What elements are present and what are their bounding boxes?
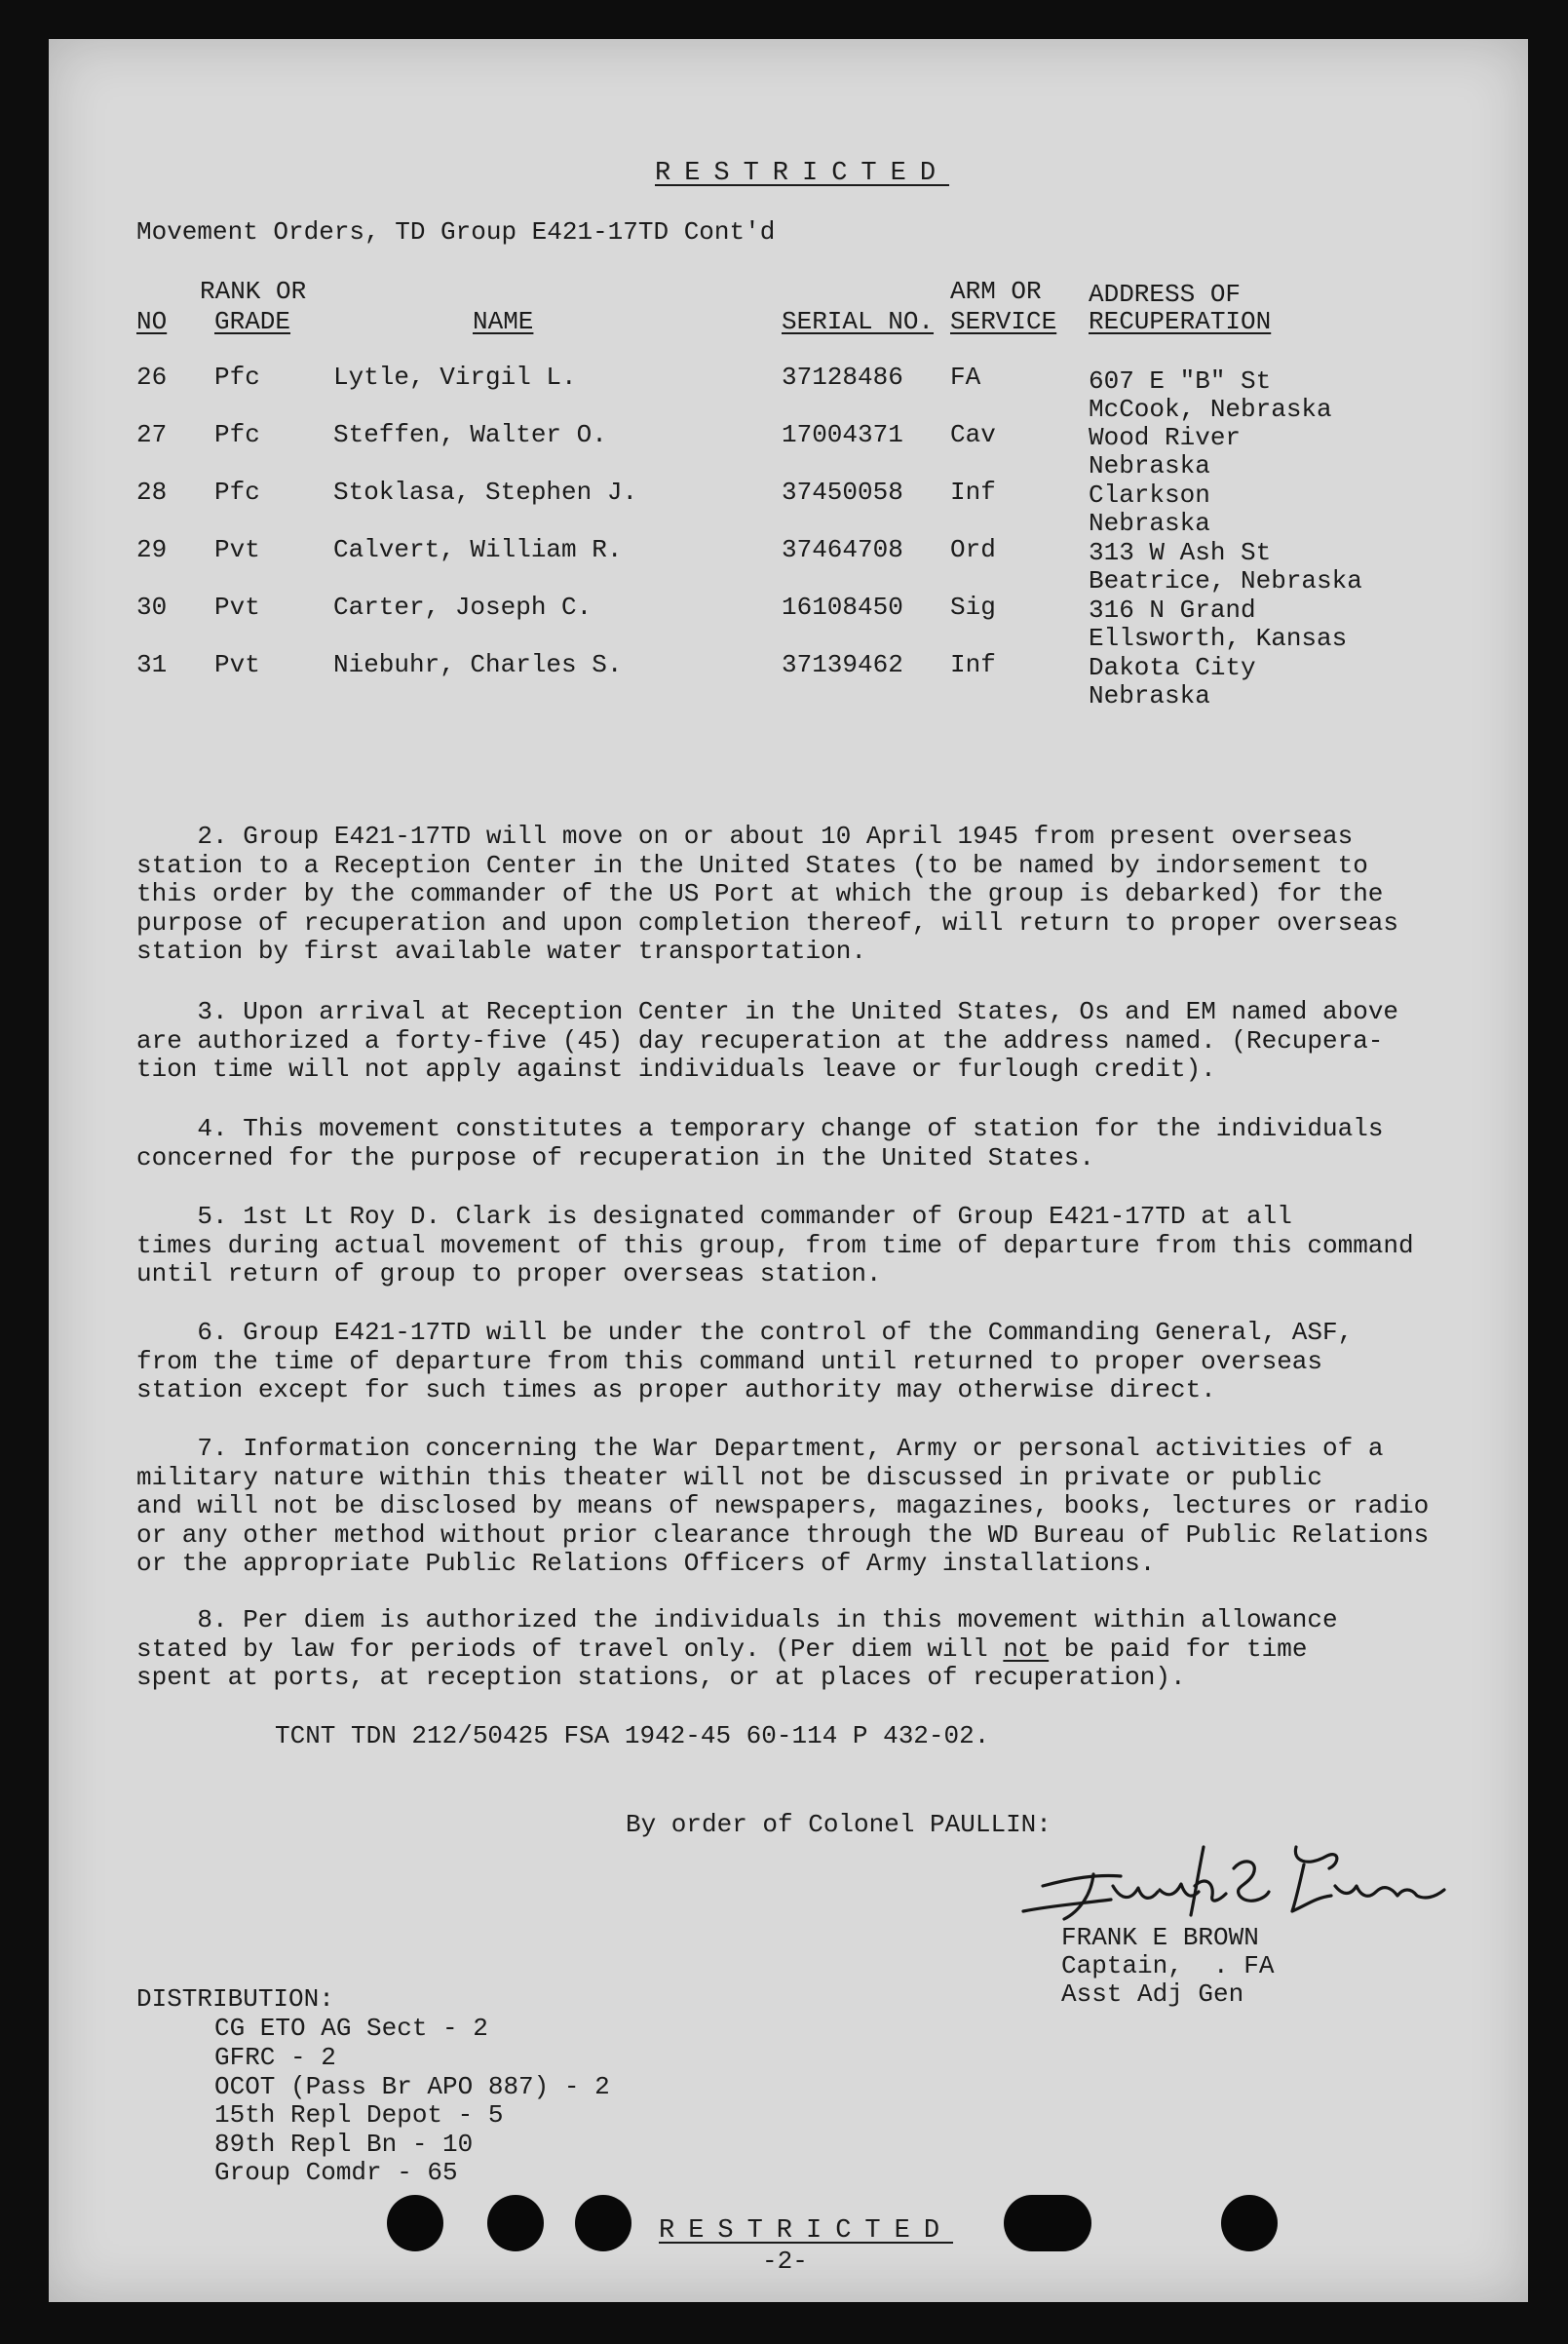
row-arm: Cav <box>950 420 996 449</box>
page-number: -2- <box>762 2247 808 2276</box>
signer-rank: Captain, . FA <box>1061 1951 1275 1980</box>
row-address-line2: Beatrice, Nebraska <box>1089 566 1362 596</box>
row-serial: 37464708 <box>782 535 903 564</box>
row-name: Niebuhr, Charles S. <box>333 650 623 679</box>
row-address-line2: McCook, Nebraska <box>1089 395 1332 424</box>
row-serial: 37450058 <box>782 478 903 507</box>
signer-title: Asst Adj Gen <box>1061 1979 1244 2009</box>
paragraph-3: 3. Upon arrival at Reception Center in the United States, Os and EM named above are authorized a forty-five (45) day recuperation at the address named. (Recupera- tion time will not apply against individuals leave or furlough credit). <box>136 997 1399 1084</box>
distribution-item: OCOT (Pass Br APO 887) - 2 <box>214 2072 610 2101</box>
row-address-line2: Nebraska <box>1089 681 1210 711</box>
row-serial: 17004371 <box>782 420 903 449</box>
distribution-item: 15th Repl Depot - 5 <box>214 2100 504 2130</box>
paragraph-5: 5. 1st Lt Roy D. Clark is designated commander of Group E421-17TD at all times during actual movement of this group, from time of departure from this command until return of group to proper overseas station. <box>136 1202 1414 1288</box>
distribution-item: 89th Repl Bn - 10 <box>214 2130 474 2159</box>
paragraph-4: 4. This movement constitutes a temporary change of station for the individuals concerned for the purpose of recuperation in the United States. <box>136 1114 1384 1172</box>
punch-hole <box>487 2195 544 2251</box>
row-no: 28 <box>136 478 168 507</box>
row-no: 27 <box>136 420 168 449</box>
row-address-line1: Wood River <box>1089 423 1242 452</box>
row-serial: 37128486 <box>782 363 903 392</box>
distribution-item: Group Comdr - 65 <box>214 2158 458 2187</box>
row-rank: Pfc <box>214 363 260 392</box>
punch-hole <box>1004 2195 1091 2251</box>
row-address-line1: 316 N Grand <box>1089 596 1256 625</box>
row-name: Steffen, Walter O. <box>333 420 607 449</box>
row-no: 29 <box>136 535 168 564</box>
row-arm: Ord <box>950 535 996 564</box>
row-rank: Pfc <box>214 420 260 449</box>
row-name: Stoklasa, Stephen J. <box>333 478 638 507</box>
row-serial: 37139462 <box>782 650 903 679</box>
row-rank: Pvt <box>214 535 260 564</box>
row-rank: Pfc <box>214 478 260 507</box>
paragraph-2: 2. Group E421-17TD will move on or about 10 April 1945 from present overseas station to a Reception Center in the United States (to be named by indorsement to this order by the commander of the US Port at which the group is debarked) for the purpose of recuperation and upon completion thereof, will return to proper overseas station by first available water transportation. <box>136 822 1399 966</box>
classification-header: RESTRICTED <box>655 159 950 188</box>
header-arm-line1: ARM OR <box>950 277 1042 306</box>
row-name: Carter, Joseph C. <box>333 593 593 622</box>
paragraph-8 <box>136 1606 1442 1693</box>
row-name: Calvert, William R. <box>333 535 623 564</box>
row-arm: Inf <box>950 478 996 507</box>
paragraph-8-emphasis: not <box>1003 1633 1050 1664</box>
row-no: 30 <box>136 593 168 622</box>
row-address-line1: 607 E "B" St <box>1089 366 1272 396</box>
fund-citation: TCNT TDN 212/50425 FSA 1942-45 60-114 P 432-02. <box>275 1721 990 1750</box>
punch-hole <box>575 2195 631 2251</box>
row-rank: Pvt <box>214 593 260 622</box>
row-address-line2: Nebraska <box>1089 509 1210 538</box>
by-order-line: By order of Colonel PAULLIN: <box>626 1810 1052 1839</box>
classification-footer: RESTRICTED <box>659 2216 954 2246</box>
row-address-line1: Clarkson <box>1089 480 1210 510</box>
handwritten-signature <box>1004 1818 1462 1935</box>
row-serial: 16108450 <box>782 593 903 622</box>
row-arm: FA <box>950 363 981 392</box>
distribution-label: DISTRIBUTION: <box>136 1984 334 2014</box>
header-arm-line2: SERVICE <box>950 307 1057 336</box>
paragraph-7: 7. Information concerning the War Department, Army or personal activities of a military nature within this theater will not be discussed in private or public and will not be disclosed by means of newspapers, magazines, books, lectures or radio or any other method without prior clearance through the WD Bureau of Public Relations or the appropriate Public Relations Officers of Army installations. <box>136 1434 1430 1578</box>
row-no: 26 <box>136 363 168 392</box>
header-address-line1: ADDRESS OF <box>1089 280 1242 309</box>
document-page <box>49 39 1528 2302</box>
header-rank-line2: GRADE <box>214 307 291 336</box>
paragraph-8-line2-end: be paid for time <box>1049 1633 1308 1664</box>
row-address-line2: Nebraska <box>1089 451 1210 480</box>
row-rank: Pvt <box>214 650 260 679</box>
row-name: Lytle, Virgil L. <box>333 363 577 392</box>
distribution-item: CG ETO AG Sect - 2 <box>214 2014 488 2043</box>
header-no: NO <box>136 307 168 336</box>
punch-hole <box>387 2195 443 2251</box>
row-arm: Inf <box>950 650 996 679</box>
document-subtitle: Movement Orders, TD Group E421-17TD Cont'd <box>136 217 776 247</box>
paragraph-8-line3: spent at ports, at reception stations, or at places of recuperation). <box>136 1663 1186 1692</box>
header-name: NAME <box>473 307 534 336</box>
row-no: 31 <box>136 650 168 679</box>
row-arm: Sig <box>950 593 996 622</box>
distribution-item: GFRC - 2 <box>214 2043 336 2072</box>
header-rank-line1: RANK OR <box>200 277 307 306</box>
paragraph-8-line2-start: stated by law for periods of travel only. (Per diem will <box>136 1633 1004 1664</box>
paragraph-6: 6. Group E421-17TD will be under the control of the Commanding General, ASF, from the time of departure from this command until returned to proper overseas station except for such times as proper authority may otherwise direct. <box>136 1318 1354 1404</box>
row-address-line2: Ellsworth, Kansas <box>1089 624 1348 653</box>
paragraph-8-line1: 8. Per diem is authorized the individuals in this movement within allowance <box>136 1605 1338 1634</box>
row-address-line1: 313 W Ash St <box>1089 538 1272 567</box>
header-serial: SERIAL NO. <box>782 307 935 336</box>
punch-hole <box>1221 2195 1278 2251</box>
header-address-line2: RECUPERATION <box>1089 307 1272 336</box>
row-address-line1: Dakota City <box>1089 653 1256 682</box>
signer-name: FRANK E BROWN <box>1061 1923 1259 1952</box>
